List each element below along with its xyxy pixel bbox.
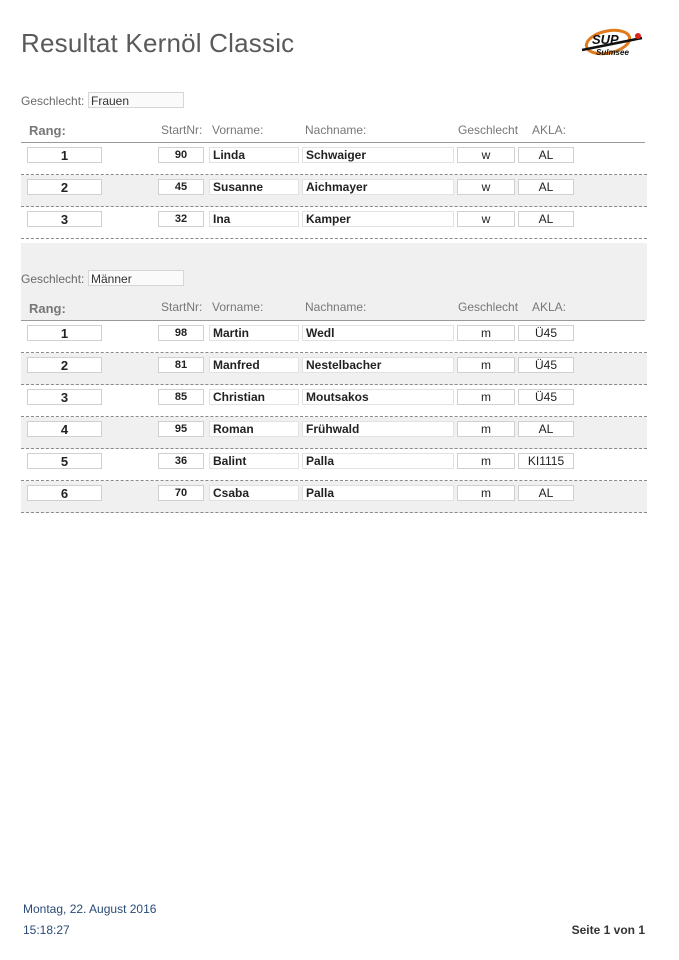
nachname-cell: Palla	[302, 453, 454, 469]
header-vorname: Vorname:	[212, 123, 264, 137]
header-rang: Rang:	[29, 123, 66, 138]
table-row	[21, 143, 647, 175]
table-row	[21, 417, 647, 449]
geschlecht-cell: w	[457, 179, 515, 195]
akla-cell: Ü45	[518, 389, 574, 405]
akla-cell: AL	[518, 421, 574, 437]
nachname-cell: Wedl	[302, 325, 454, 341]
page-title: Resultat Kernöl Classic	[21, 28, 295, 58]
rang-cell: 5	[27, 453, 102, 469]
geschlecht-cell: m	[457, 453, 515, 469]
header-startnr: StartNr:	[161, 300, 203, 314]
vorname-cell: Martin	[209, 325, 299, 341]
table-row	[21, 353, 647, 385]
footer-time: 15:18:27	[23, 923, 70, 937]
header-startnr: StartNr:	[161, 123, 203, 137]
akla-cell: AL	[518, 147, 574, 163]
akla-cell: Ü45	[518, 325, 574, 341]
startnr-cell: 90	[158, 147, 204, 163]
header-rang: Rang:	[29, 301, 66, 316]
rang-cell: 2	[27, 357, 102, 373]
akla-cell: KI1115	[518, 453, 574, 469]
page-number: Seite 1 von 1	[571, 923, 645, 937]
geschlecht-cell: w	[457, 147, 515, 163]
table-row	[21, 207, 647, 239]
rang-cell: 3	[27, 389, 102, 405]
geschlecht-cell: m	[457, 389, 515, 405]
nachname-cell: Kamper	[302, 211, 454, 227]
sup-sulmsee-logo	[578, 24, 646, 64]
footer-date: Montag, 22. August 2016	[23, 902, 157, 916]
header-geschlecht: Geschlecht	[458, 300, 519, 314]
geschlecht-cell: m	[457, 421, 515, 437]
nachname-cell: Nestelbacher	[302, 357, 454, 373]
table-row	[21, 449, 647, 481]
rang-cell: 3	[27, 211, 102, 227]
akla-cell: AL	[518, 485, 574, 501]
rang-cell: 4	[27, 421, 102, 437]
startnr-cell: 45	[158, 179, 204, 195]
startnr-cell: 32	[158, 211, 204, 227]
group-label-frauen: Geschlecht:	[21, 94, 85, 108]
header-vorname: Vorname:	[212, 300, 264, 314]
header-akla: AKLA:	[532, 300, 567, 314]
nachname-cell: Aichmayer	[302, 179, 454, 195]
nachname-cell: Moutsakos	[302, 389, 454, 405]
group-label-maenner: Geschlecht:	[21, 272, 85, 286]
table-row	[21, 385, 647, 417]
table-row	[21, 321, 647, 353]
header-nachname: Nachname:	[305, 300, 367, 314]
table-row	[21, 481, 647, 513]
geschlecht-cell: m	[457, 485, 515, 501]
nachname-cell: Palla	[302, 485, 454, 501]
rang-cell: 6	[27, 485, 102, 501]
header-geschlecht: Geschlecht	[458, 123, 519, 137]
vorname-cell: Susanne	[209, 179, 299, 195]
vorname-cell: Linda	[209, 147, 299, 163]
rang-cell: 1	[27, 325, 102, 341]
startnr-cell: 98	[158, 325, 204, 341]
startnr-cell: 81	[158, 357, 204, 373]
startnr-cell: 36	[158, 453, 204, 469]
row-divider	[21, 512, 647, 513]
geschlecht-cell: m	[457, 325, 515, 341]
nachname-cell: Schwaiger	[302, 147, 454, 163]
startnr-cell: 95	[158, 421, 204, 437]
vorname-cell: Christian	[209, 389, 299, 405]
group-value-frauen: Frauen	[88, 92, 184, 108]
akla-cell: AL	[518, 211, 574, 227]
akla-cell: Ü45	[518, 357, 574, 373]
nachname-cell: Frühwald	[302, 421, 454, 437]
svg-text:Sulmsee: Sulmsee	[596, 48, 629, 57]
vorname-cell: Roman	[209, 421, 299, 437]
vorname-cell: Ina	[209, 211, 299, 227]
vorname-cell: Manfred	[209, 357, 299, 373]
geschlecht-cell: m	[457, 357, 515, 373]
table-row	[21, 175, 647, 207]
akla-cell: AL	[518, 179, 574, 195]
startnr-cell: 70	[158, 485, 204, 501]
group-value-maenner: Männer	[88, 270, 184, 286]
header-nachname: Nachname:	[305, 123, 367, 137]
vorname-cell: Csaba	[209, 485, 299, 501]
vorname-cell: Balint	[209, 453, 299, 469]
geschlecht-cell: w	[457, 211, 515, 227]
startnr-cell: 85	[158, 389, 204, 405]
svg-text:SUP: SUP	[592, 32, 619, 47]
rang-cell: 2	[27, 179, 102, 195]
row-divider	[21, 238, 647, 239]
header-akla: AKLA:	[532, 123, 567, 137]
rang-cell: 1	[27, 147, 102, 163]
